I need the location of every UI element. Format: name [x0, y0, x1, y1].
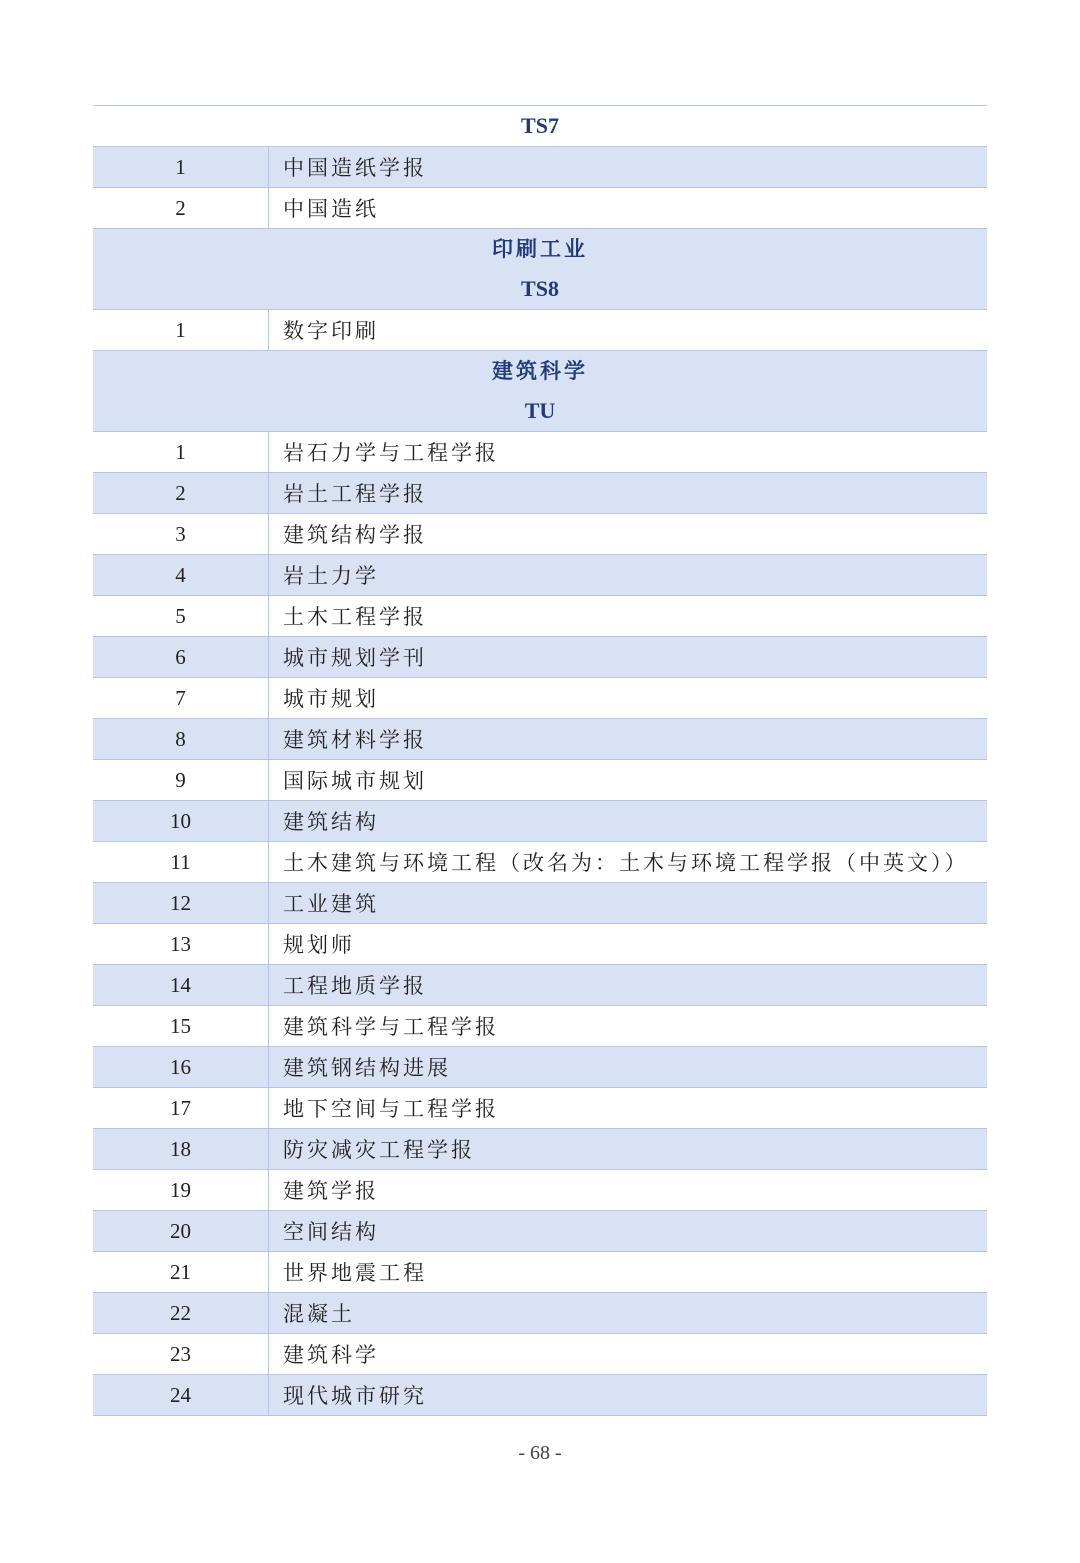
journal-name: 空间结构 [269, 1211, 988, 1252]
section-header [93, 351, 987, 432]
row-number: 1 [93, 310, 269, 351]
journal-name: 土木工程学报 [269, 596, 988, 637]
row-number: 21 [93, 1252, 269, 1293]
table-row [93, 1129, 987, 1170]
journal-name: 建筑学报 [269, 1170, 988, 1211]
row-number: 24 [93, 1375, 269, 1416]
table-row [93, 1252, 987, 1293]
table-row [93, 760, 987, 801]
row-number: 10 [93, 801, 269, 842]
journal-name: 建筑材料学报 [269, 719, 988, 760]
journal-name: 岩土力学 [269, 555, 988, 596]
row-number: 4 [93, 555, 269, 596]
journal-name: 世界地震工程 [269, 1252, 988, 1293]
section-code: TU [524, 398, 556, 423]
row-number: 3 [93, 514, 269, 555]
journal-name: 建筑科学 [269, 1334, 988, 1375]
table-row [93, 883, 987, 924]
journal-name: 土木建筑与环境工程（改名为：土木与环境工程学报（中英文）） [269, 842, 988, 883]
row-number: 12 [93, 883, 269, 924]
table-row [93, 842, 987, 883]
section-header [93, 229, 987, 310]
row-number: 7 [93, 678, 269, 719]
row-number: 22 [93, 1293, 269, 1334]
journal-name: 规划师 [269, 924, 988, 965]
journal-name: 中国造纸学报 [269, 147, 988, 188]
section-header [93, 106, 987, 147]
journal-name: 数字印刷 [269, 310, 988, 351]
table-row [93, 1375, 987, 1416]
journal-name: 建筑科学与工程学报 [269, 1006, 988, 1047]
journal-name: 防灾减灾工程学报 [269, 1129, 988, 1170]
table-row [93, 801, 987, 842]
row-number: 11 [93, 842, 269, 883]
table-row [93, 188, 987, 229]
journal-name: 岩土工程学报 [269, 473, 988, 514]
section-code: TS8 [521, 276, 559, 301]
row-number: 19 [93, 1170, 269, 1211]
table-row [93, 719, 987, 760]
table-row [93, 1006, 987, 1047]
row-number: 2 [93, 188, 269, 229]
journal-name: 国际城市规划 [269, 760, 988, 801]
journal-name: 城市规划 [269, 678, 988, 719]
journal-name: 建筑结构 [269, 801, 988, 842]
row-number: 8 [93, 719, 269, 760]
table-row [93, 924, 987, 965]
table-row [93, 473, 987, 514]
table-row [93, 310, 987, 351]
journal-name: 岩石力学与工程学报 [269, 432, 988, 473]
row-number: 23 [93, 1334, 269, 1375]
journal-name: 地下空间与工程学报 [269, 1088, 988, 1129]
table-row [93, 596, 987, 637]
journal-name: 建筑钢结构进展 [269, 1047, 988, 1088]
section-title: 印刷工业 [492, 236, 588, 261]
table-row [93, 965, 987, 1006]
journal-name: 工程地质学报 [269, 965, 988, 1006]
journal-name: 混凝土 [269, 1293, 988, 1334]
row-number: 1 [93, 147, 269, 188]
journal-name: 现代城市研究 [269, 1375, 988, 1416]
table-row [93, 1293, 987, 1334]
row-number: 17 [93, 1088, 269, 1129]
journal-name: 工业建筑 [269, 883, 988, 924]
row-number: 18 [93, 1129, 269, 1170]
journal-name: 中国造纸 [269, 188, 988, 229]
table-row [93, 1211, 987, 1252]
row-number: 5 [93, 596, 269, 637]
table-row [93, 147, 987, 188]
table-row [93, 1334, 987, 1375]
page-number: - 68 - [518, 1442, 562, 1464]
table-row [93, 555, 987, 596]
journal-name: 建筑结构学报 [269, 514, 988, 555]
table-row [93, 1047, 987, 1088]
row-number: 13 [93, 924, 269, 965]
row-number: 16 [93, 1047, 269, 1088]
section-title: 建筑科学 [492, 358, 588, 383]
table-row [93, 432, 987, 473]
table-row [93, 1170, 987, 1211]
row-number: 6 [93, 637, 269, 678]
table-row [93, 637, 987, 678]
section-code: TS7 [521, 113, 559, 138]
row-number: 20 [93, 1211, 269, 1252]
row-number: 14 [93, 965, 269, 1006]
row-number: 2 [93, 473, 269, 514]
row-number: 1 [93, 432, 269, 473]
row-number: 9 [93, 760, 269, 801]
table-row [93, 514, 987, 555]
row-number: 15 [93, 1006, 269, 1047]
journal-table [93, 105, 987, 1416]
table-row [93, 678, 987, 719]
journal-name: 城市规划学刊 [269, 637, 988, 678]
table-row [93, 1088, 987, 1129]
